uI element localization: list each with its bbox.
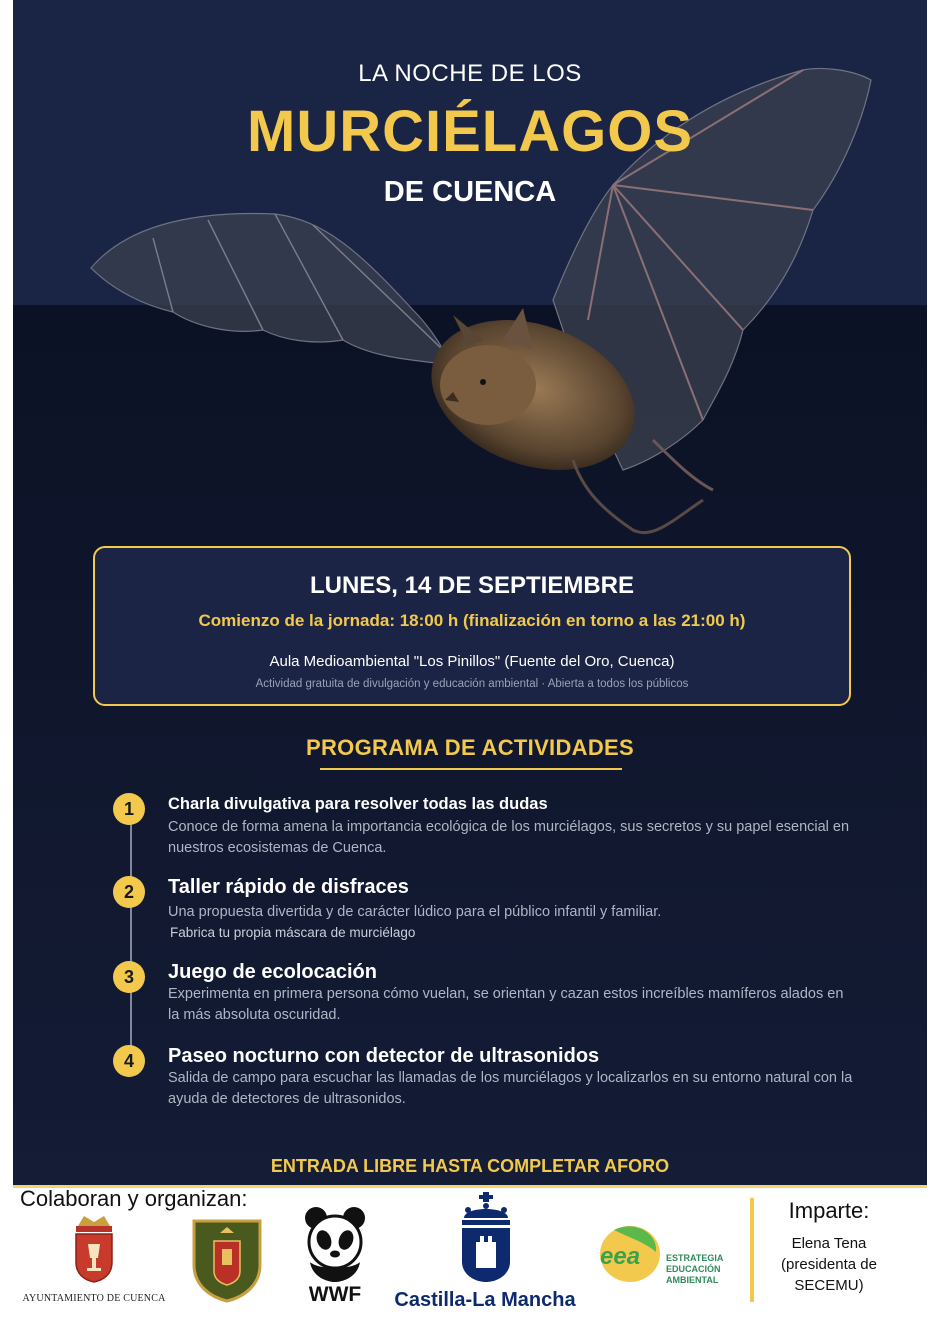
activity-number: 2 (113, 876, 145, 908)
castilla-la-mancha-logo (458, 1192, 514, 1284)
activity-title: Taller rápido de disfraces (168, 876, 409, 898)
svg-text:eea: eea (600, 1243, 641, 1270)
wwf-panda-logo (302, 1204, 368, 1284)
title-bottom: DE CUENCA (383, 176, 557, 208)
eea-label: ESTRATEGIA EDUCACIÓN AMBIENTAL (666, 1253, 724, 1285)
activity-title: Paseo nocturno con detector de ultrasonidos (168, 1045, 600, 1067)
ayuntamiento-label: AYUNTAMIENTO DE CUENCA (22, 1293, 166, 1304)
free-entry-banner: ENTRADA LIBRE HASTA COMPLETAR AFORO (270, 1156, 670, 1176)
poster (13, 0, 927, 1185)
activity-description: Salida de campo para escuchar las llamadas de los murciélagos y localizarlos en su entorno natural con la ayuda de detectores de ultrasonidos. (168, 1070, 853, 1107)
activity-description: Experimenta en primera persona cómo vuelan, se orientan y cazan estos increíbles mamíferos alados en la más absoluta oscuridad. (168, 986, 844, 1023)
event-note: Actividad gratuita de divulgación y educación ambiental · Abierta a todos los públicos (255, 678, 689, 690)
program-title: PROGRAMA DE ACTIVIDADES (306, 735, 634, 760)
activity-number: 1 (113, 793, 145, 825)
ayuntamiento-cuenca-logo (70, 1214, 118, 1284)
timeline-line (130, 806, 132, 1056)
castilla-la-mancha-label: Castilla-La Mancha (394, 1289, 576, 1311)
wwf-label: WWF (308, 1283, 362, 1306)
event-date: LUNES, 14 DE SEPTIEMBRE (309, 572, 635, 599)
footer-vertical-divider (750, 1198, 754, 1302)
imparte-label: Imparte: (788, 1198, 870, 1223)
event-time: Comienzo de la jornada: 18:00 h (finalización en torno a las 21:00 h) (198, 611, 746, 630)
title-top: LA NOCHE DE LOS (358, 60, 582, 87)
event-place: Aula Medioambiental "Los Pinillos" (Fuente del Oro, Cuenca) (269, 653, 675, 670)
main-title: MURCIÉLAGOS (247, 99, 693, 164)
program-title-underline (320, 768, 622, 770)
activity-number: 3 (113, 961, 145, 993)
collaborators-label: Colaboran y organizan: (20, 1186, 248, 1211)
activity-number: 4 (113, 1045, 145, 1077)
activity-title: Juego de ecolocación (168, 961, 377, 983)
event-info-box (93, 546, 851, 706)
speaker-name: Elena Tena (presidenta de SECEMU) (781, 1235, 877, 1294)
activity-extra: Fabrica tu propia máscara de murciélago (170, 925, 416, 940)
activity-description: Conoce de forma amena la importancia ecológica de los murciélagos, sus secretos y su papel esencial en nuestros ecosistemas de Cuenca. (168, 819, 850, 856)
activity-title: Charla divulgativa para resolver todas las dudas (168, 795, 548, 813)
eea-logo (594, 1222, 664, 1286)
natural-agents-shield-logo (190, 1215, 264, 1303)
activity-description: Una propuesta divertida y de carácter lúdico para el público infantil y familiar. (168, 904, 662, 920)
